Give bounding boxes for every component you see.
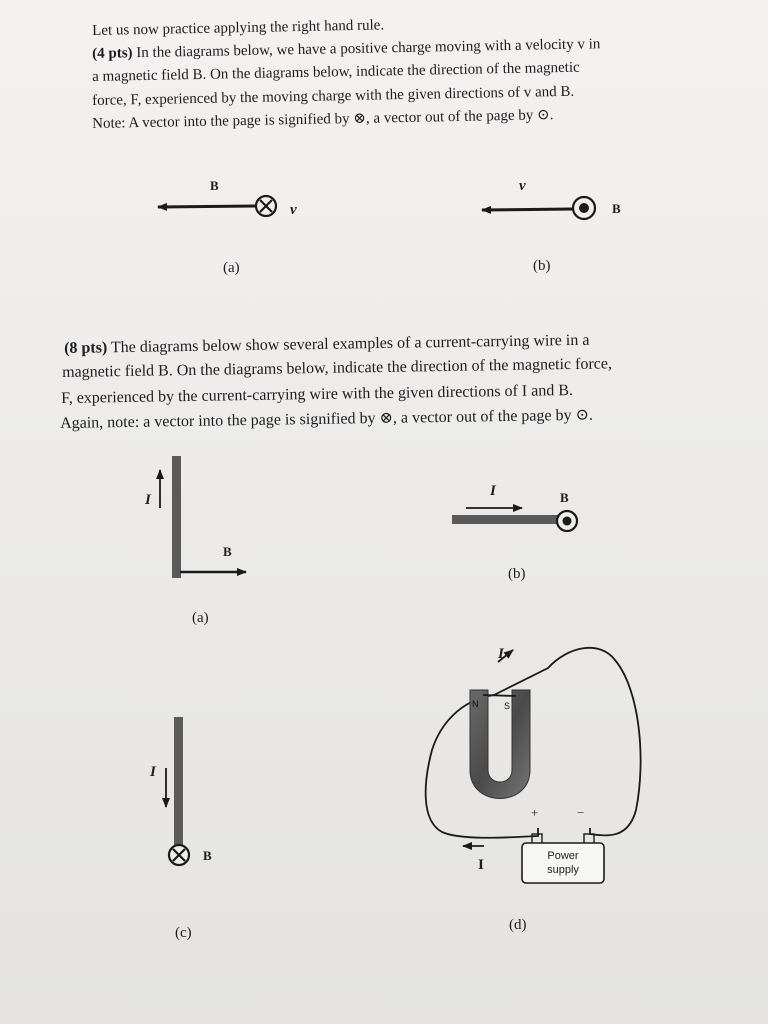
q2d-south-label: S [504, 701, 511, 711]
q2d-current-label-bottom: I [478, 857, 484, 873]
q1a-caption: (a) [223, 260, 240, 276]
q1a-field-arrow [158, 206, 256, 207]
q2d-caption: (d) [509, 917, 527, 933]
q2b-caption: (b) [508, 566, 526, 582]
q2c-field-label: B [203, 848, 212, 863]
power-supply-line-1: Power [547, 850, 579, 862]
q1-points: (4 pts) [92, 45, 133, 62]
q2c-caption: (c) [175, 925, 192, 941]
out-of-page-field-icon [573, 197, 595, 219]
out-of-page-field-icon [557, 511, 577, 531]
q2-line-3: F, experienced by the current-carrying wire with the given directions of I and B. [61, 381, 574, 407]
q2c-diagram [166, 717, 189, 865]
q1-line-3: force, F, experienced by the moving charge with the given directions of v and B. [92, 83, 575, 109]
q2b-wire [452, 515, 560, 524]
q2b-field-label: B [560, 490, 569, 505]
q2-line-4: Again, note: a vector into the page is signified by ⊗, a vector out of the page by ⊙. [60, 406, 594, 432]
q1b-diagram [482, 197, 595, 219]
q1b-velocity-arrow [482, 209, 573, 210]
q2a-current-label: I [145, 492, 151, 508]
q2d-north-label: N [472, 699, 479, 709]
u-magnet-icon [470, 690, 530, 799]
q1-line-1: (4 pts) In the diagrams below, we have a positive charge moving with a velocity v in [92, 36, 601, 62]
power-supply-line-2: supply [547, 864, 579, 876]
q2c-wire [174, 717, 183, 845]
q1b-velocity-label: v [519, 178, 526, 194]
q2a-caption: (a) [192, 610, 209, 626]
q2d-minus-label: − [577, 805, 585, 820]
q2a-diagram [160, 456, 246, 578]
q2b-current-label: I [490, 483, 496, 499]
q2d-plus-label: + [531, 805, 539, 820]
q1a-field-label: B [210, 178, 219, 193]
into-page-field-icon [169, 845, 189, 865]
q1-line-2: a magnetic field B. On the diagrams below, indicate the direction of the magnetic [92, 59, 580, 85]
power-supply-label [522, 849, 604, 877]
q1-line-4: Note: A vector into the page is signified by ⊗, a vector out of the page by ⊙. [92, 107, 554, 132]
q2-line-1: (8 pts) The diagrams below show several examples of a current-carrying wire in a [64, 331, 590, 357]
q2b-diagram [452, 508, 577, 531]
q2-points: (8 pts) [64, 339, 108, 357]
q1b-field-label: B [612, 201, 621, 216]
into-page-charge-icon [256, 196, 276, 216]
q1a-velocity-label: v [290, 202, 297, 218]
q2d-current-label-top: I [498, 646, 504, 662]
q1a-diagram [158, 196, 276, 216]
q1b-caption: (b) [533, 258, 551, 274]
q2d-wire-segment [483, 695, 516, 696]
q2a-field-label: B [223, 544, 232, 559]
q2d-current-arrow-top [498, 650, 513, 662]
q2-line-2: magnetic field B. On the diagrams below, indicate the direction of the magnetic force, [62, 355, 613, 381]
q2c-current-label: I [150, 764, 156, 780]
q2a-wire [172, 456, 181, 578]
intro-line: Let us now practice applying the right hand rule. [92, 17, 385, 39]
q2d-diagram [426, 648, 641, 883]
